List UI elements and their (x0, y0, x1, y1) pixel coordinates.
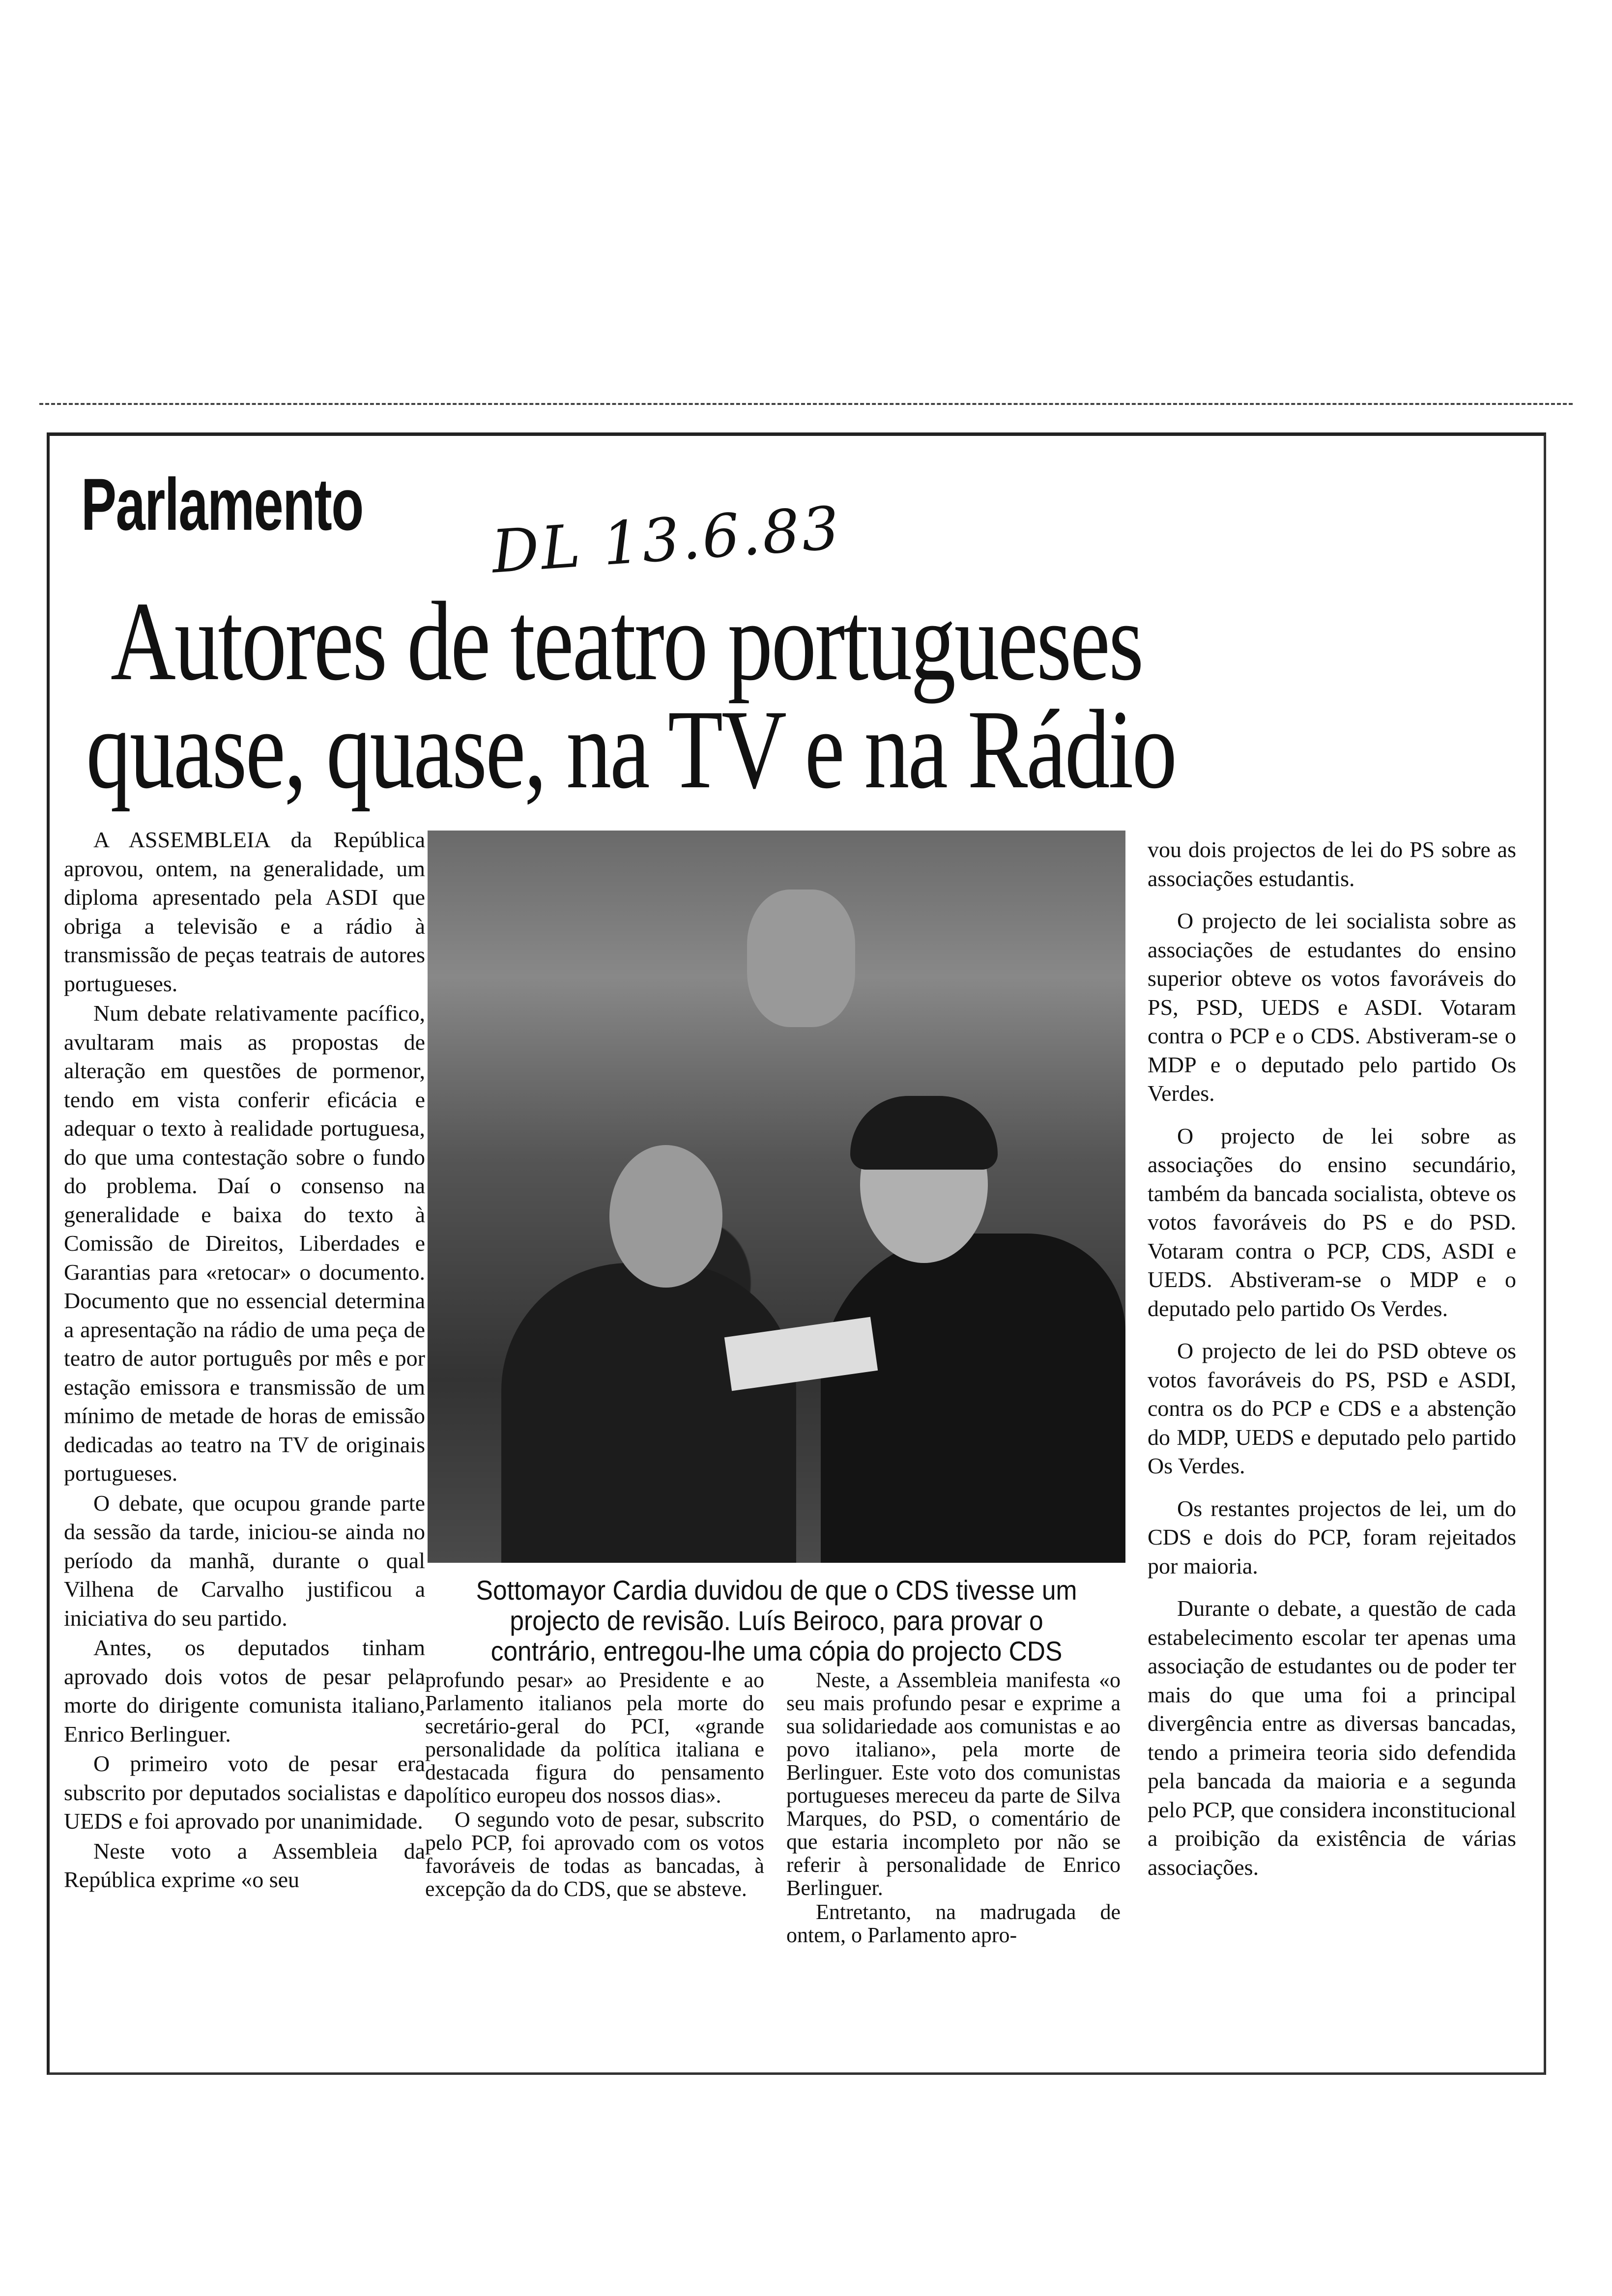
paragraph: profundo pesar» ao Presidente e ao Parlamento italianos pela morte do secretário-geral do PCI, «grande personalidade da política italiana e destacada figura do pensamento político europeu dos nossos dias». (425, 1668, 764, 1808)
photo-hair-right (850, 1096, 998, 1170)
paragraph: vou dois projectos de lei do PS sobre as associações estudantis. (1148, 837, 1516, 891)
clipping-top-rule (39, 403, 1573, 405)
article-column-3 (786, 1668, 1121, 1947)
photo-head-left (609, 1145, 722, 1288)
news-photo (428, 831, 1125, 1563)
paragraph: O primeiro voto de pesar era subscrito por deputados socialistas e da UEDS e foi aprovado por unanimidade. (64, 1751, 425, 1834)
paragraph: Num debate relativamente pacífico, avultaram mais as propostas de alteração em questões de pormenor, tendo em vista conferir eficácia e adequar o texto à realidade portuguesa, do que uma contestação sobre o fundo do problema. Daí o consenso na generalidade e baixa do texto à Comissão de Direitos, Liberdades e Garantias para «retocar» o documento. Documento que no essencial determina a apresentação na rádio de uma peça de teatro de autor português por mês e por estação emissora e transmissão de um mínimo de metade de horas de emissão dedicadas ao teatro na TV de originais portugueses. (64, 1001, 425, 1486)
section-label: Parlamento (81, 463, 363, 545)
paragraph: O projecto de lei socialista sobre as associações de estudantes do ensino superior obteve os votos favoráveis do PS, PSD, UEDS e ASDI. Votaram contra o PCP e o CDS. Abstiveram-se o MDP e o deputado pelo partido Os Verdes. (1148, 908, 1516, 1106)
handwritten-date: DL 13.6.83 (489, 494, 844, 587)
article-column-4 (1148, 835, 1516, 1882)
paragraph: Antes, os deputados tinham aprovado dois votos de pesar pela morte do dirigente comunista italiano, Enrico Berlinguer. (64, 1635, 425, 1747)
photo-background-figure (747, 890, 855, 1027)
photo-person-right (821, 1234, 1125, 1563)
photo-caption: Sottomayor Cardia duvidou de que o CDS tivesse um projecto de revisão. Luís Beiroco, para provar o contrário, entregou-lhe uma cópia do projecto CDS (476, 1575, 1077, 1666)
paragraph: Durante o debate, a questão de cada estabelecimento escolar ter apenas uma associação de estudantes ou de poder ter mais do que uma foi a principal divergência entre as diversas bancadas, tendo a primeira teoria sido defendida pela bancada da maioria e a segunda pelo PCP, que considera inconstitucional a proibição da existência de várias associações. (1148, 1596, 1516, 1880)
paragraph: O segundo voto de pesar, subscrito pelo PCP, foi aprovado com os votos favoráveis de todas as bancadas, à excepção da do CDS, que se absteve. (425, 1808, 764, 1901)
photo-person-left (501, 1263, 796, 1563)
paragraph: O debate, que ocupou grande parte da sessão da tarde, iniciou-se ainda no período da manhã, durante o qual Vilhena de Carvalho justificou a iniciativa do seu partido. (64, 1490, 425, 1631)
paragraph: Neste, a Assembleia manifesta «o seu mais profundo pesar e exprime a sua solidariedade aos comunistas e ao povo italiano», pela morte de Berlinguer. Este voto dos comunistas portugueses mereceu da parte de Silva Marques, do PSD, o comentário de que estaria incompleto por não se referir à personalidade de Enrico Berlinguer. (786, 1668, 1121, 1900)
article-column-2 (425, 1668, 764, 1900)
paragraph: A ASSEMBLEIA da República aprovou, ontem, na generalidade, um diploma apresentado pela ASDI que obriga a televisão e a rádio à transmissão de peças teatrais de autores portugueses. (64, 827, 425, 996)
paragraph: Neste voto a Assembleia da República exprime «o seu (64, 1838, 425, 1892)
headline-line-2: quase, quase, na TV e na Rádio (86, 687, 1176, 812)
paragraph: O projecto de lei sobre as associações do ensino secundário, também da bancada socialista, obteve os votos favoráveis do PS e do PSD. Votaram contra o PCP, CDS, ASDI e UEDS. Abstiveram-se o MDP e o deputado pelo partido Os Verdes. (1148, 1123, 1516, 1321)
paragraph: Entretanto, na madrugada de ontem, o Parlamento apro- (786, 1900, 1121, 1947)
article-column-1 (64, 826, 425, 1894)
headline-line-1: Autores de teatro portugueses (111, 578, 1143, 704)
paragraph: O projecto de lei do PSD obteve os votos favoráveis do PS, PSD e ASDI, contra os do PCP e CDS e a abstenção do MDP, UEDS e deputado pelo partido Os Verdes. (1148, 1338, 1516, 1478)
paragraph: Os restantes projectos de lei, um do CDS e dois do PCP, foram rejeitados por maioria. (1148, 1495, 1516, 1578)
